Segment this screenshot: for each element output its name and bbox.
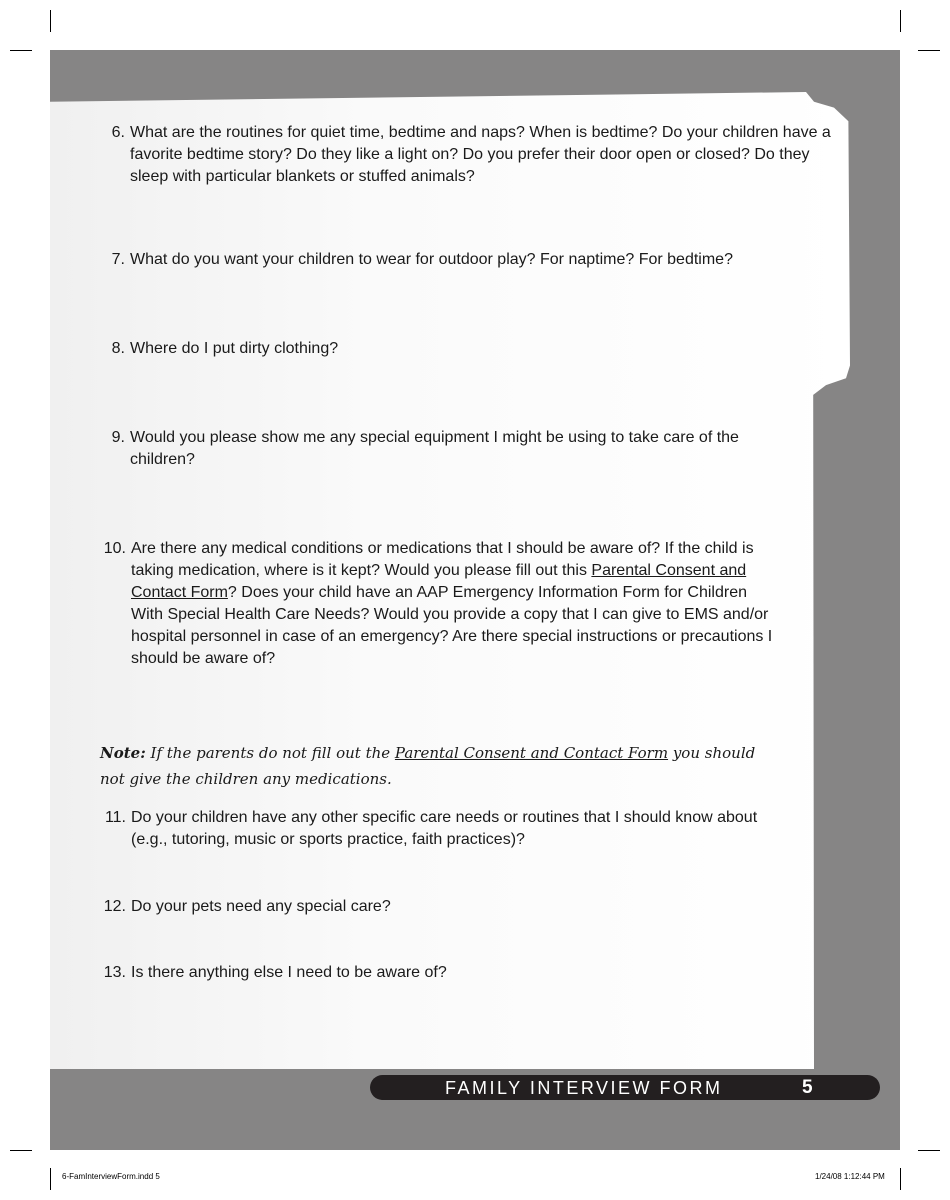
slug-timestamp: 1/24/08 1:12:44 PM	[815, 1172, 885, 1181]
question-8	[111, 338, 770, 360]
page-number: 5	[802, 1077, 813, 1098]
question-7	[111, 249, 810, 271]
question-text: What do you want your children to wear for outdoor play? For naptime? For bedtime?	[130, 251, 733, 268]
question-13	[103, 962, 771, 984]
parental-consent-form-link[interactable]: Parental Consent and Contact Form	[394, 744, 669, 762]
question-number: 8.	[111, 340, 125, 357]
question-text: Is there anything else I need to be aware of?	[131, 964, 447, 981]
note-text: If the parents do not fill out the	[150, 744, 395, 762]
note-text: you should not give the children any medications.	[100, 744, 756, 788]
question-text: Are there any medical conditions or medications that I should be aware of? If the child is taking medication, where is it kept? Would you please fill out this	[131, 540, 754, 579]
question-9	[111, 427, 770, 471]
footer-title: FAMILY INTERVIEW FORM	[445, 1078, 723, 1098]
question-text: Do your children have any other specific care needs or routines that I should know about (e.g., tutoring, music or sports practice, faith practices)?	[131, 809, 758, 848]
question-12	[103, 896, 771, 918]
question-text: ? Does your child have an AAP Emergency Information Form for Children With Special Health Care Needs? Would you provide a copy that I can give to EMS and/or hospital personnel in case of an emergency? Are there special instructions or precautions I should be aware of?	[131, 584, 773, 667]
medication-note	[100, 740, 780, 792]
question-text: What are the routines for quiet time, bedtime and naps? When is bedtime? Do your children have a favorite bedtime story? Do they like a light on? Do you prefer their door open or closed? Do they sleep with particular blankets or stuffed animals?	[130, 124, 831, 185]
slug-filename: 6-FamInterviewForm.indd 5	[62, 1172, 160, 1181]
question-10	[103, 538, 781, 670]
question-text: Would you please show me any special equipment I might be using to take care of the children?	[130, 429, 739, 468]
question-number: 12.	[103, 898, 126, 915]
question-11	[104, 807, 771, 851]
parental-consent-form-link[interactable]: Parental Consent and Contact Form	[131, 562, 747, 601]
question-number: 11.	[104, 809, 126, 826]
question-text: Do your pets need any special care?	[131, 898, 391, 915]
question-6	[111, 122, 845, 188]
question-number: 7.	[111, 251, 125, 268]
question-number: 6.	[111, 124, 125, 141]
question-number: 13.	[103, 964, 126, 981]
note-label: Note:	[100, 744, 146, 762]
question-text: Where do I put dirty clothing?	[130, 340, 339, 357]
question-number: 9.	[111, 429, 125, 446]
question-number: 10.	[103, 540, 126, 557]
